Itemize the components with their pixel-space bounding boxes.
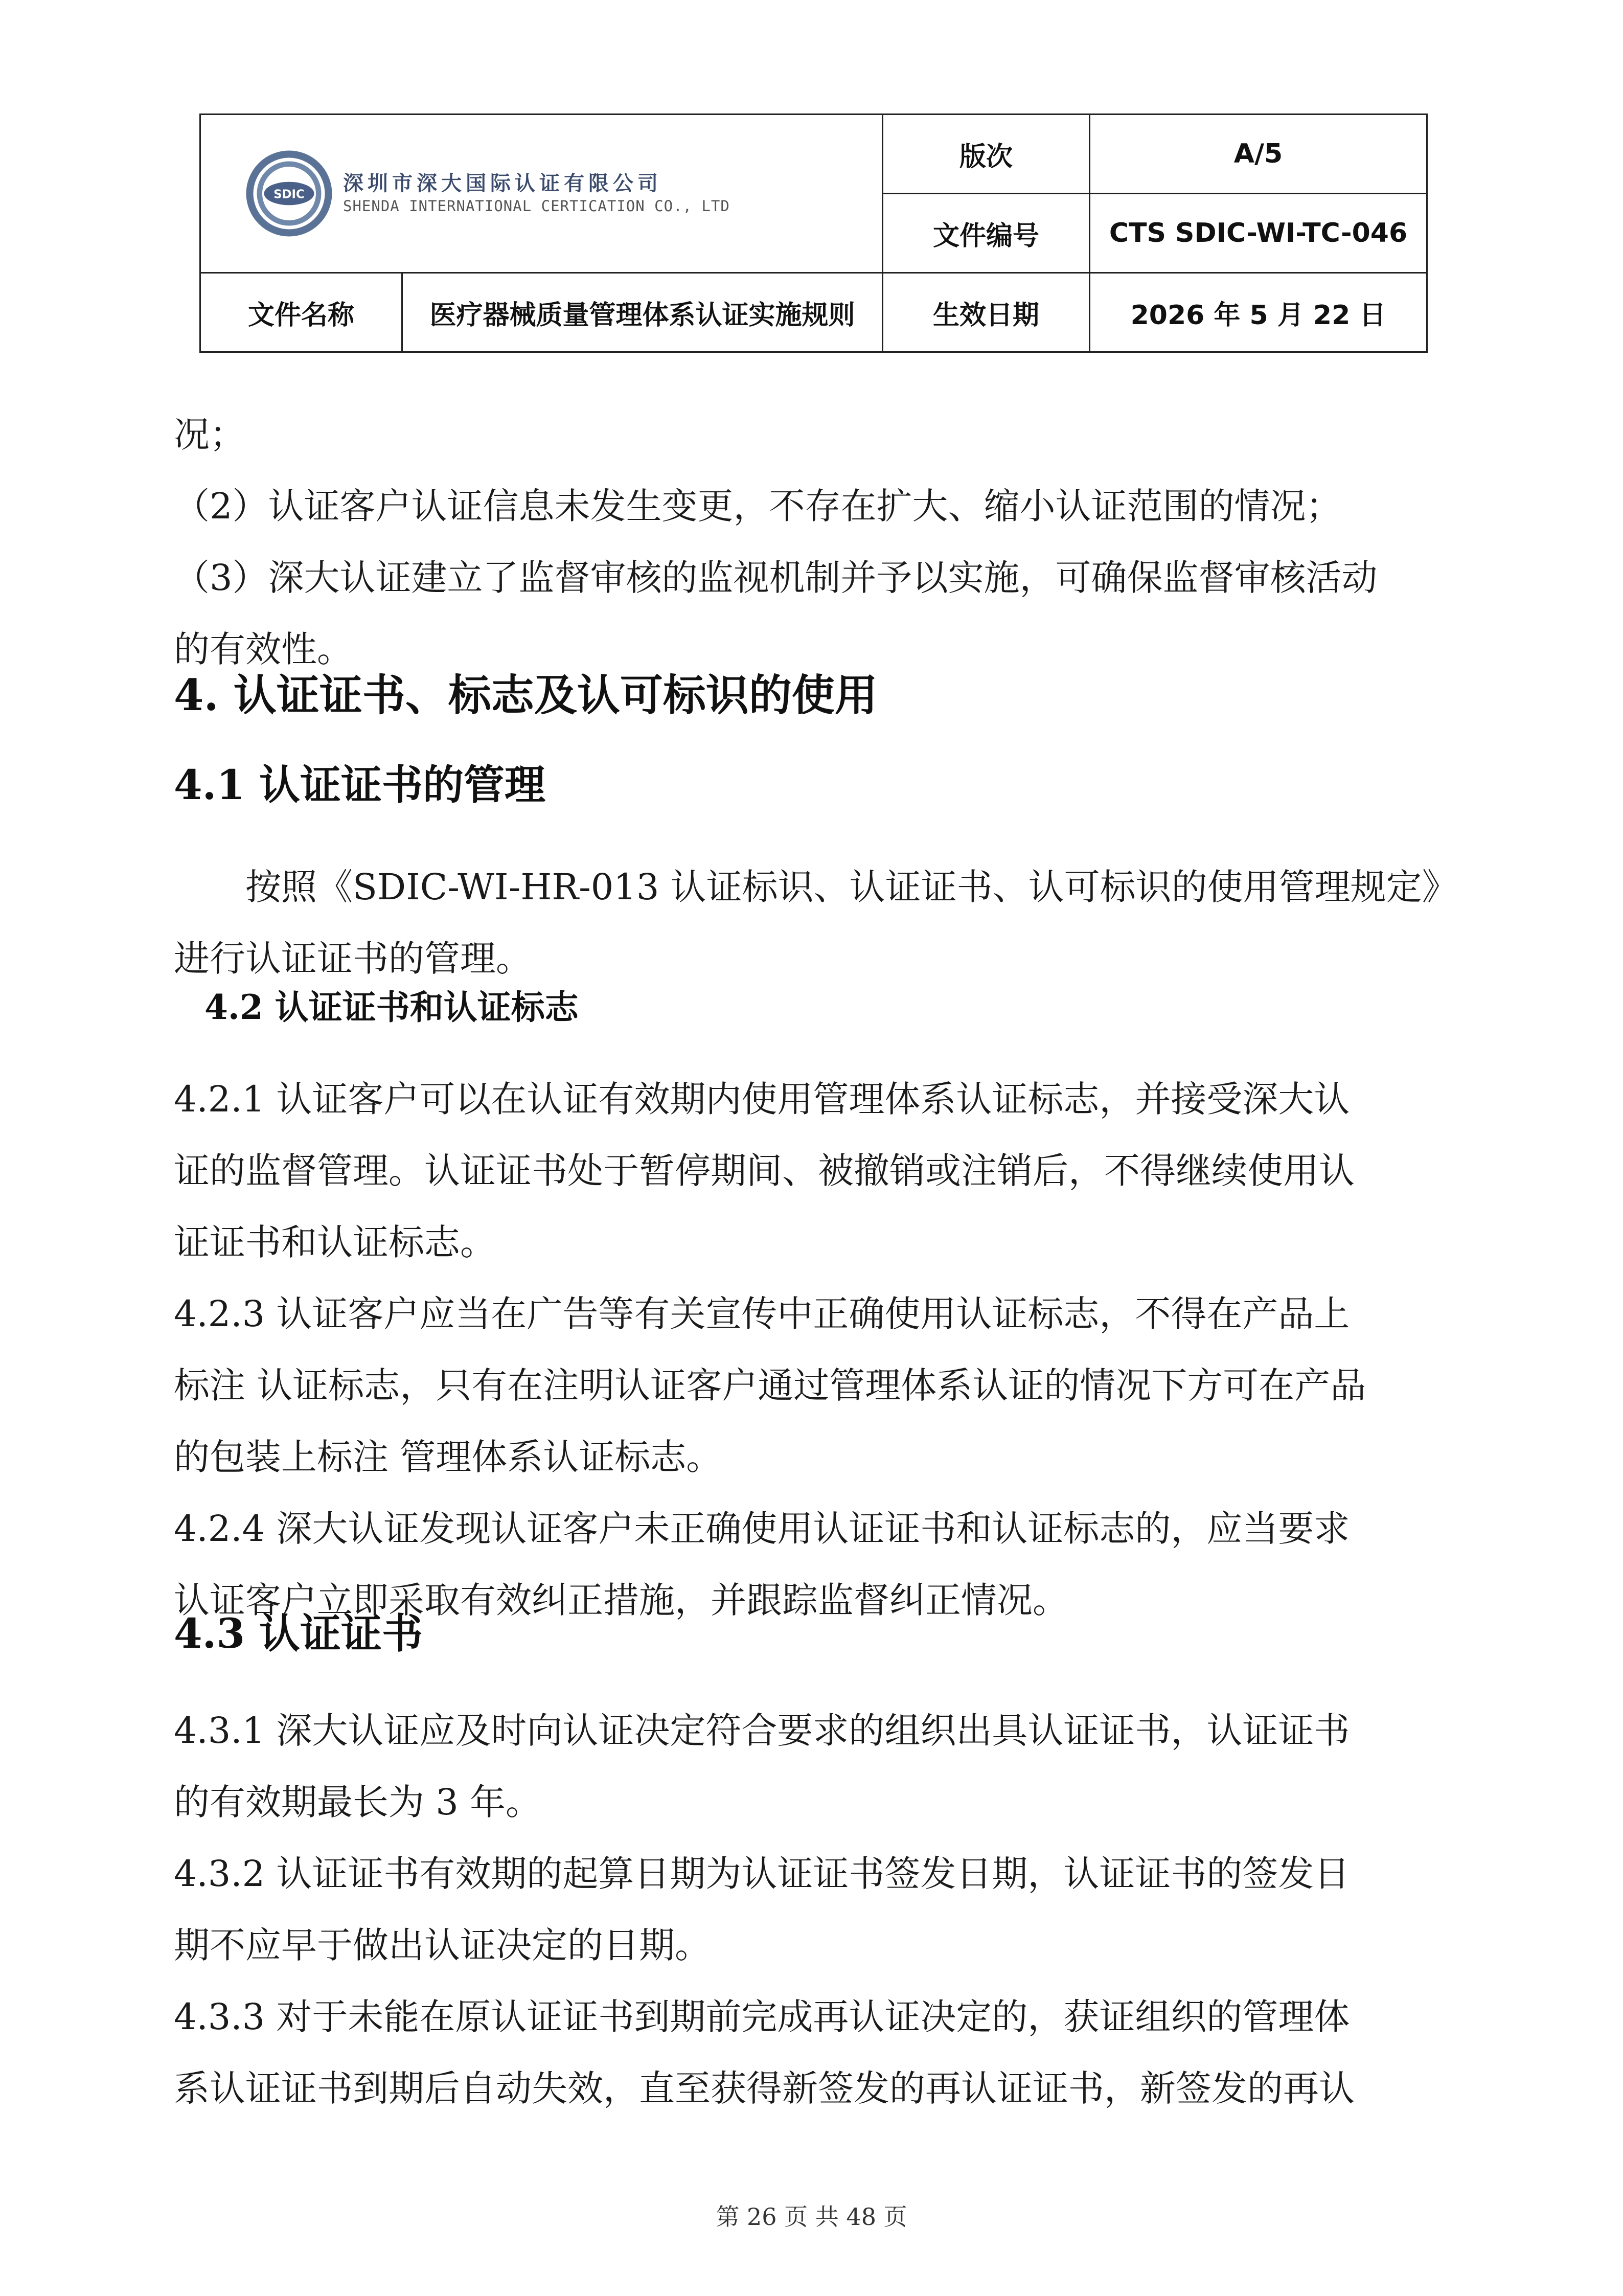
company-name-cn: 深圳市深大国际认证有限公司: [343, 171, 662, 195]
clause-4-2-3-line: 4.2.3 认证客户应当在广告等有关宣传中正确使用认证标志，不得在产品上: [174, 1293, 1350, 1335]
clause-4-3-3-line: 4.3.3 对于未能在原认证证书到期前完成再认证决定的，获证组织的管理体: [174, 1996, 1350, 2038]
section-4-3-paragraphs: [174, 1695, 1452, 2124]
company-seal-logo: [244, 149, 334, 238]
document-name-label: 文件名称: [200, 273, 402, 352]
text-line: 况；: [174, 414, 245, 456]
clause-4-2-3-line: 的包装上标注 管理体系认证标志。: [174, 1436, 722, 1478]
clause-4-2-4-line: 认证客户立即采取有效纠正措施，并跟踪监督纠正情况。: [174, 1579, 1068, 1621]
continued-paragraph: [174, 399, 1452, 685]
clause-4-3-1-line: 的有效期最长为 3 年。: [174, 1781, 542, 1823]
clause-4-3-2-line: 期不应早于做出认证决定的日期。: [174, 1924, 711, 1966]
section-4-1-heading: 4.1 认证证书的管理: [174, 761, 546, 809]
clause-4-3-3-line: 系认证证书到期后自动失效，直至获得新签发的再认证证书，新签发的再认: [174, 2067, 1355, 2109]
section-4-heading: 4. 认证证书、标志及认可标识的使用: [174, 670, 878, 720]
seal-text: SDIC: [273, 188, 305, 201]
section-4-1-paragraph: [174, 851, 1458, 994]
version-value: A/5: [1090, 115, 1427, 194]
clause-4-2-3-line: 标注 认证标志，只有在注明认证客户通过管理体系认证的情况下方可在产品: [174, 1365, 1366, 1406]
version-label: 版次: [883, 115, 1090, 194]
text-line: 按照《SDIC-WI-HR-013 认证标识、认证证书、认可标识的使用管理规定》: [245, 866, 1458, 908]
clause-4-2-1-line: 证的监督管理。认证证书处于暂停期间、被撤销或注销后，不得继续使用认: [174, 1150, 1355, 1192]
clause-4-2-1-line: 4.2.1 认证客户可以在认证有效期内使用管理体系认证标志，并接受深大认: [174, 1078, 1350, 1120]
list-item-2: （2）认证客户认证信息未发生变更，不存在扩大、缩小认证范围的情况；: [174, 485, 1342, 527]
document-name-value: 医疗器械质量管理体系认证实施规则: [402, 273, 883, 352]
company-name-en: SHENDA INTERNATIONAL CERTICATION CO., LTD: [343, 197, 730, 215]
document-header-table: [199, 113, 1428, 353]
document-number-value: CTS SDIC-WI-TC-046: [1090, 194, 1427, 273]
document-number-label: 文件编号: [883, 194, 1090, 273]
company-logo-cell: [200, 115, 883, 273]
effective-date-label: 生效日期: [883, 273, 1090, 352]
text-line: 进行认证证书的管理。: [174, 938, 532, 980]
section-4-2-paragraphs: [174, 1063, 1452, 1636]
section-4-3-heading: 4.3 认证证书: [174, 1609, 423, 1657]
clause-4-3-2-line: 4.3.2 认证证书有效期的起算日期为认证证书签发日期，认证证书的签发日: [174, 1853, 1350, 1895]
clause-4-2-1-line: 证证书和认证标志。: [174, 1221, 496, 1263]
list-item-3-line-1: （3）深大认证建立了监督审核的监视机制并予以实施，可确保监督审核活动: [174, 557, 1378, 599]
effective-date-value: 2026 年 5 月 22 日: [1090, 273, 1427, 352]
section-4-2-heading: 4.2 认证证书和认证标志: [204, 987, 579, 1027]
list-item-3-line-2: 的有效性。: [174, 628, 353, 670]
clause-4-3-1-line: 4.3.1 深大认证应及时向认证决定符合要求的组织出具认证证书，认证证书: [174, 1710, 1350, 1752]
page-number-footer: 第 26 页 共 48 页: [716, 2203, 907, 2231]
clause-4-2-4-line: 4.2.4 深大认证发现认证客户未正确使用认证证书和认证标志的，应当要求: [174, 1508, 1350, 1550]
